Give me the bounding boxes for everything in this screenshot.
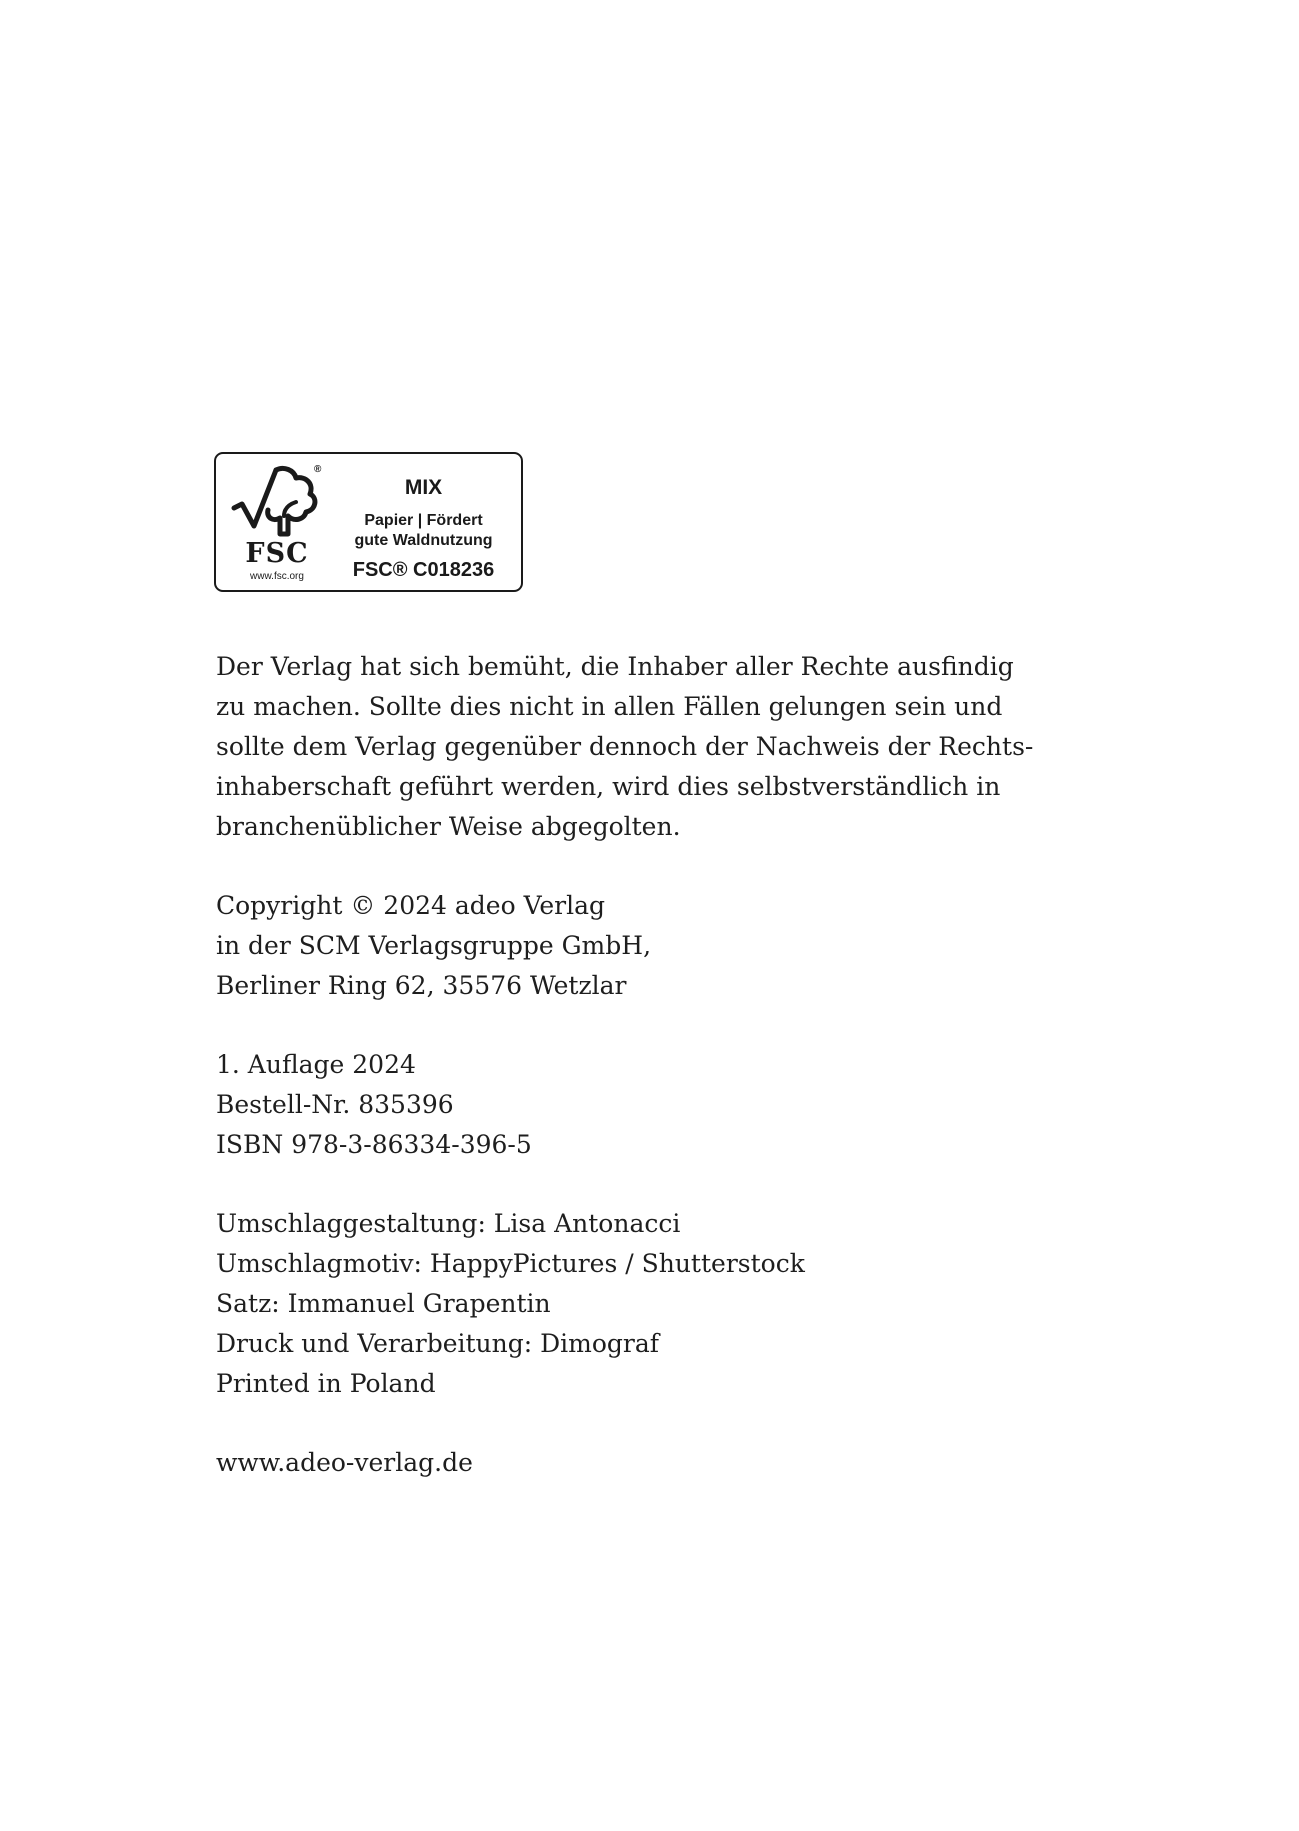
credit-line: Umschlaggestaltung: Lisa Antonacci bbox=[216, 1209, 681, 1238]
fsc-text bbox=[326, 454, 521, 590]
order-number: Bestell-Nr. 835396 bbox=[216, 1090, 454, 1119]
fsc-tree-check-icon bbox=[226, 462, 326, 542]
text-line: Copyright © 2024 adeo Verlag bbox=[216, 891, 605, 920]
fsc-url: www.fsc.org bbox=[250, 571, 304, 582]
fsc-registered-mark: ® bbox=[314, 464, 322, 475]
fsc-logo bbox=[226, 462, 326, 584]
text-line: inhaberschaft geführt werden, wird dies selbstverständlich in bbox=[216, 772, 1001, 801]
fsc-category: MIX bbox=[404, 476, 443, 499]
text-line: branchenüblicher Weise abgegolten. bbox=[216, 812, 681, 841]
copyright-notice bbox=[216, 886, 1036, 1006]
fsc-description-line: Papier | Fördert bbox=[364, 512, 483, 529]
fsc-license-code: FSC® C018236 bbox=[352, 559, 495, 581]
text-line: sollte dem Verlag gegenüber dennoch der Nachweis der Rechts- bbox=[216, 732, 1034, 761]
text-line: Berliner Ring 62, 35576 Wetzlar bbox=[216, 971, 627, 1000]
fsc-certification-label bbox=[214, 452, 523, 592]
credit-line: Printed in Poland bbox=[216, 1369, 436, 1398]
fsc-description-line: gute Waldnutzung bbox=[354, 532, 493, 549]
credit-line: Druck und Verarbeitung: Dimograf bbox=[216, 1329, 660, 1358]
isbn: ISBN 978-3-86334-396-5 bbox=[216, 1130, 532, 1159]
credit-line: Satz: Immanuel Grapentin bbox=[216, 1289, 551, 1318]
text-line: in der SCM Verlagsgruppe GmbH, bbox=[216, 931, 652, 960]
credit-line: Umschlagmotiv: HappyPictures / Shutterstock bbox=[216, 1249, 805, 1278]
edition-info bbox=[216, 1045, 1036, 1165]
text-line: zu machen. Sollte dies nicht in allen Fällen gelungen sein und bbox=[216, 692, 1003, 721]
fsc-wordmark: FSC bbox=[245, 538, 309, 569]
rights-disclaimer bbox=[216, 647, 1036, 847]
production-credits bbox=[216, 1204, 1036, 1404]
edition-line: 1. Auflage 2024 bbox=[216, 1050, 416, 1079]
text-line: Der Verlag hat sich bemüht, die Inhaber aller Rechte ausfindig bbox=[216, 652, 1014, 681]
publisher-website bbox=[216, 1443, 1036, 1483]
website-url: www.adeo-verlag.de bbox=[216, 1448, 473, 1477]
fsc-description bbox=[326, 511, 521, 551]
